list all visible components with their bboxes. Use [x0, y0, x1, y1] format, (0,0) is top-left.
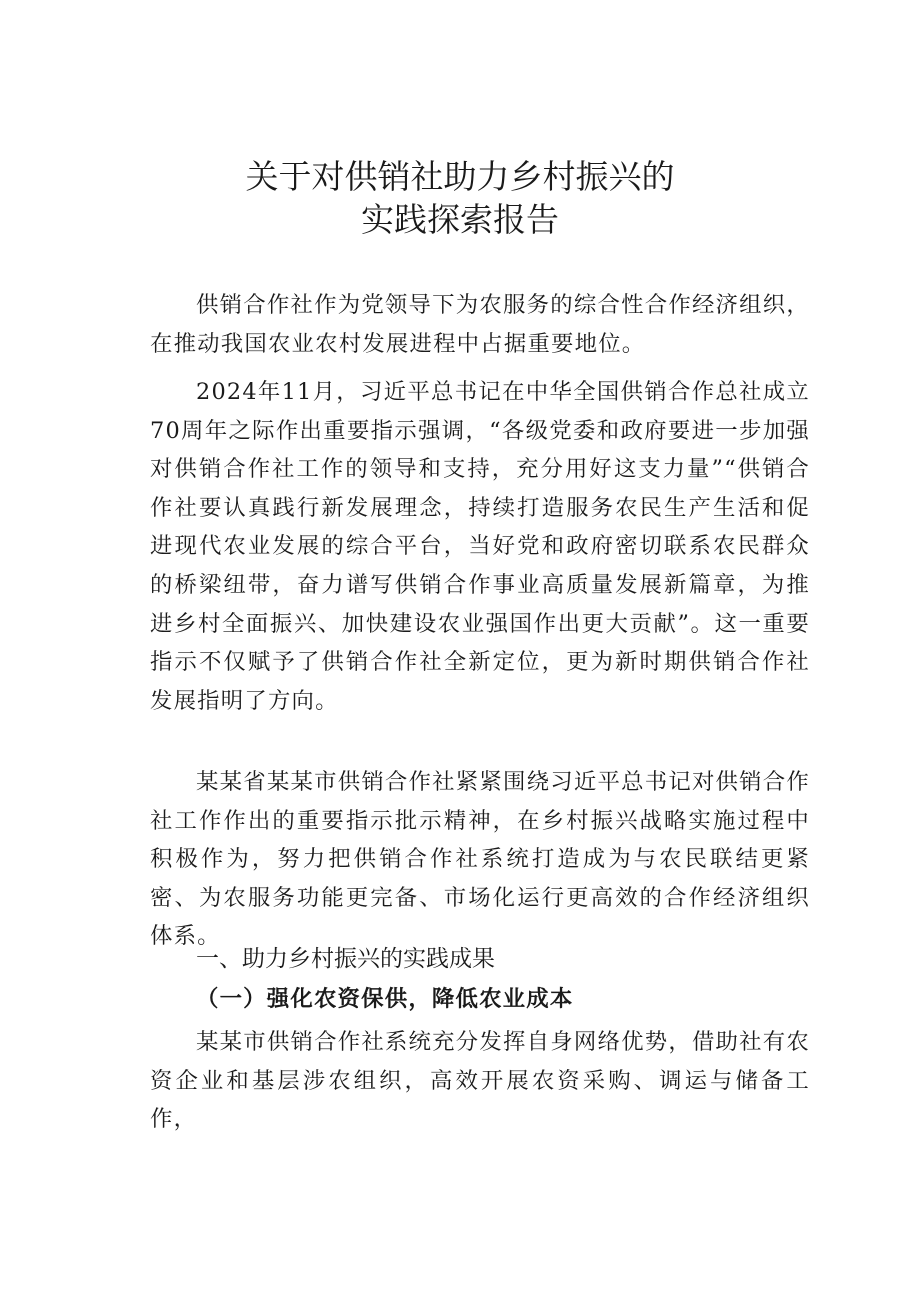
subsection-paragraph: 某某市供销合作社系统充分发挥自身网络优势，借助社有农资企业和基层涉农组织，高效开展农资采购、调运与储备工作， — [150, 1029, 810, 1133]
document-title-line-2: 实践探索报告 — [361, 200, 559, 239]
instruction-paragraph: 2024年11月，习近平总书记在中华全国供销合作总社成立70周年之际作出重要指示强调，“各级党委和政府要进一步加强对供销合作社工作的领导和支持，充分用好这支力量”“供销合作社要认真践行新发展理念，持续打造服务农民生产生活和促进现代农业发展的综合平台，当好党和政府密切联系农民群众的桥梁纽带，奋力谱写供销合作事业高质量发展新篇章，为推进乡村全面振兴、加快建设农业强国作出更大贡献”。这一重要指示不仅赋予了供销合作社全新定位，更为新时期供销合作社发展指明了方向。 — [150, 379, 810, 714]
document-title-line-1: 关于对供销社助力乡村振兴的 — [245, 157, 675, 196]
section-heading: 一、助力乡村振兴的实践成果 — [196, 946, 495, 972]
intro-paragraph: 供销合作社作为党领导下为农服务的综合性合作经济组织，在推动我国农业农村发展进程中占据重要地位。 — [150, 292, 810, 357]
subsection-heading: （一）强化农资保供，降低农业成本 — [196, 986, 574, 1012]
local-practice-paragraph: 某某省某某市供销合作社紧紧围绕习近平总书记对供销合作社工作作出的重要指示批示精神，在乡村振兴战略实施过程中积极作为，努力把供销合作社系统打造成为与农民联结更紧密、为农服务功能更完备、市场化运行更高效的合作经济组织体系。 — [150, 769, 810, 950]
